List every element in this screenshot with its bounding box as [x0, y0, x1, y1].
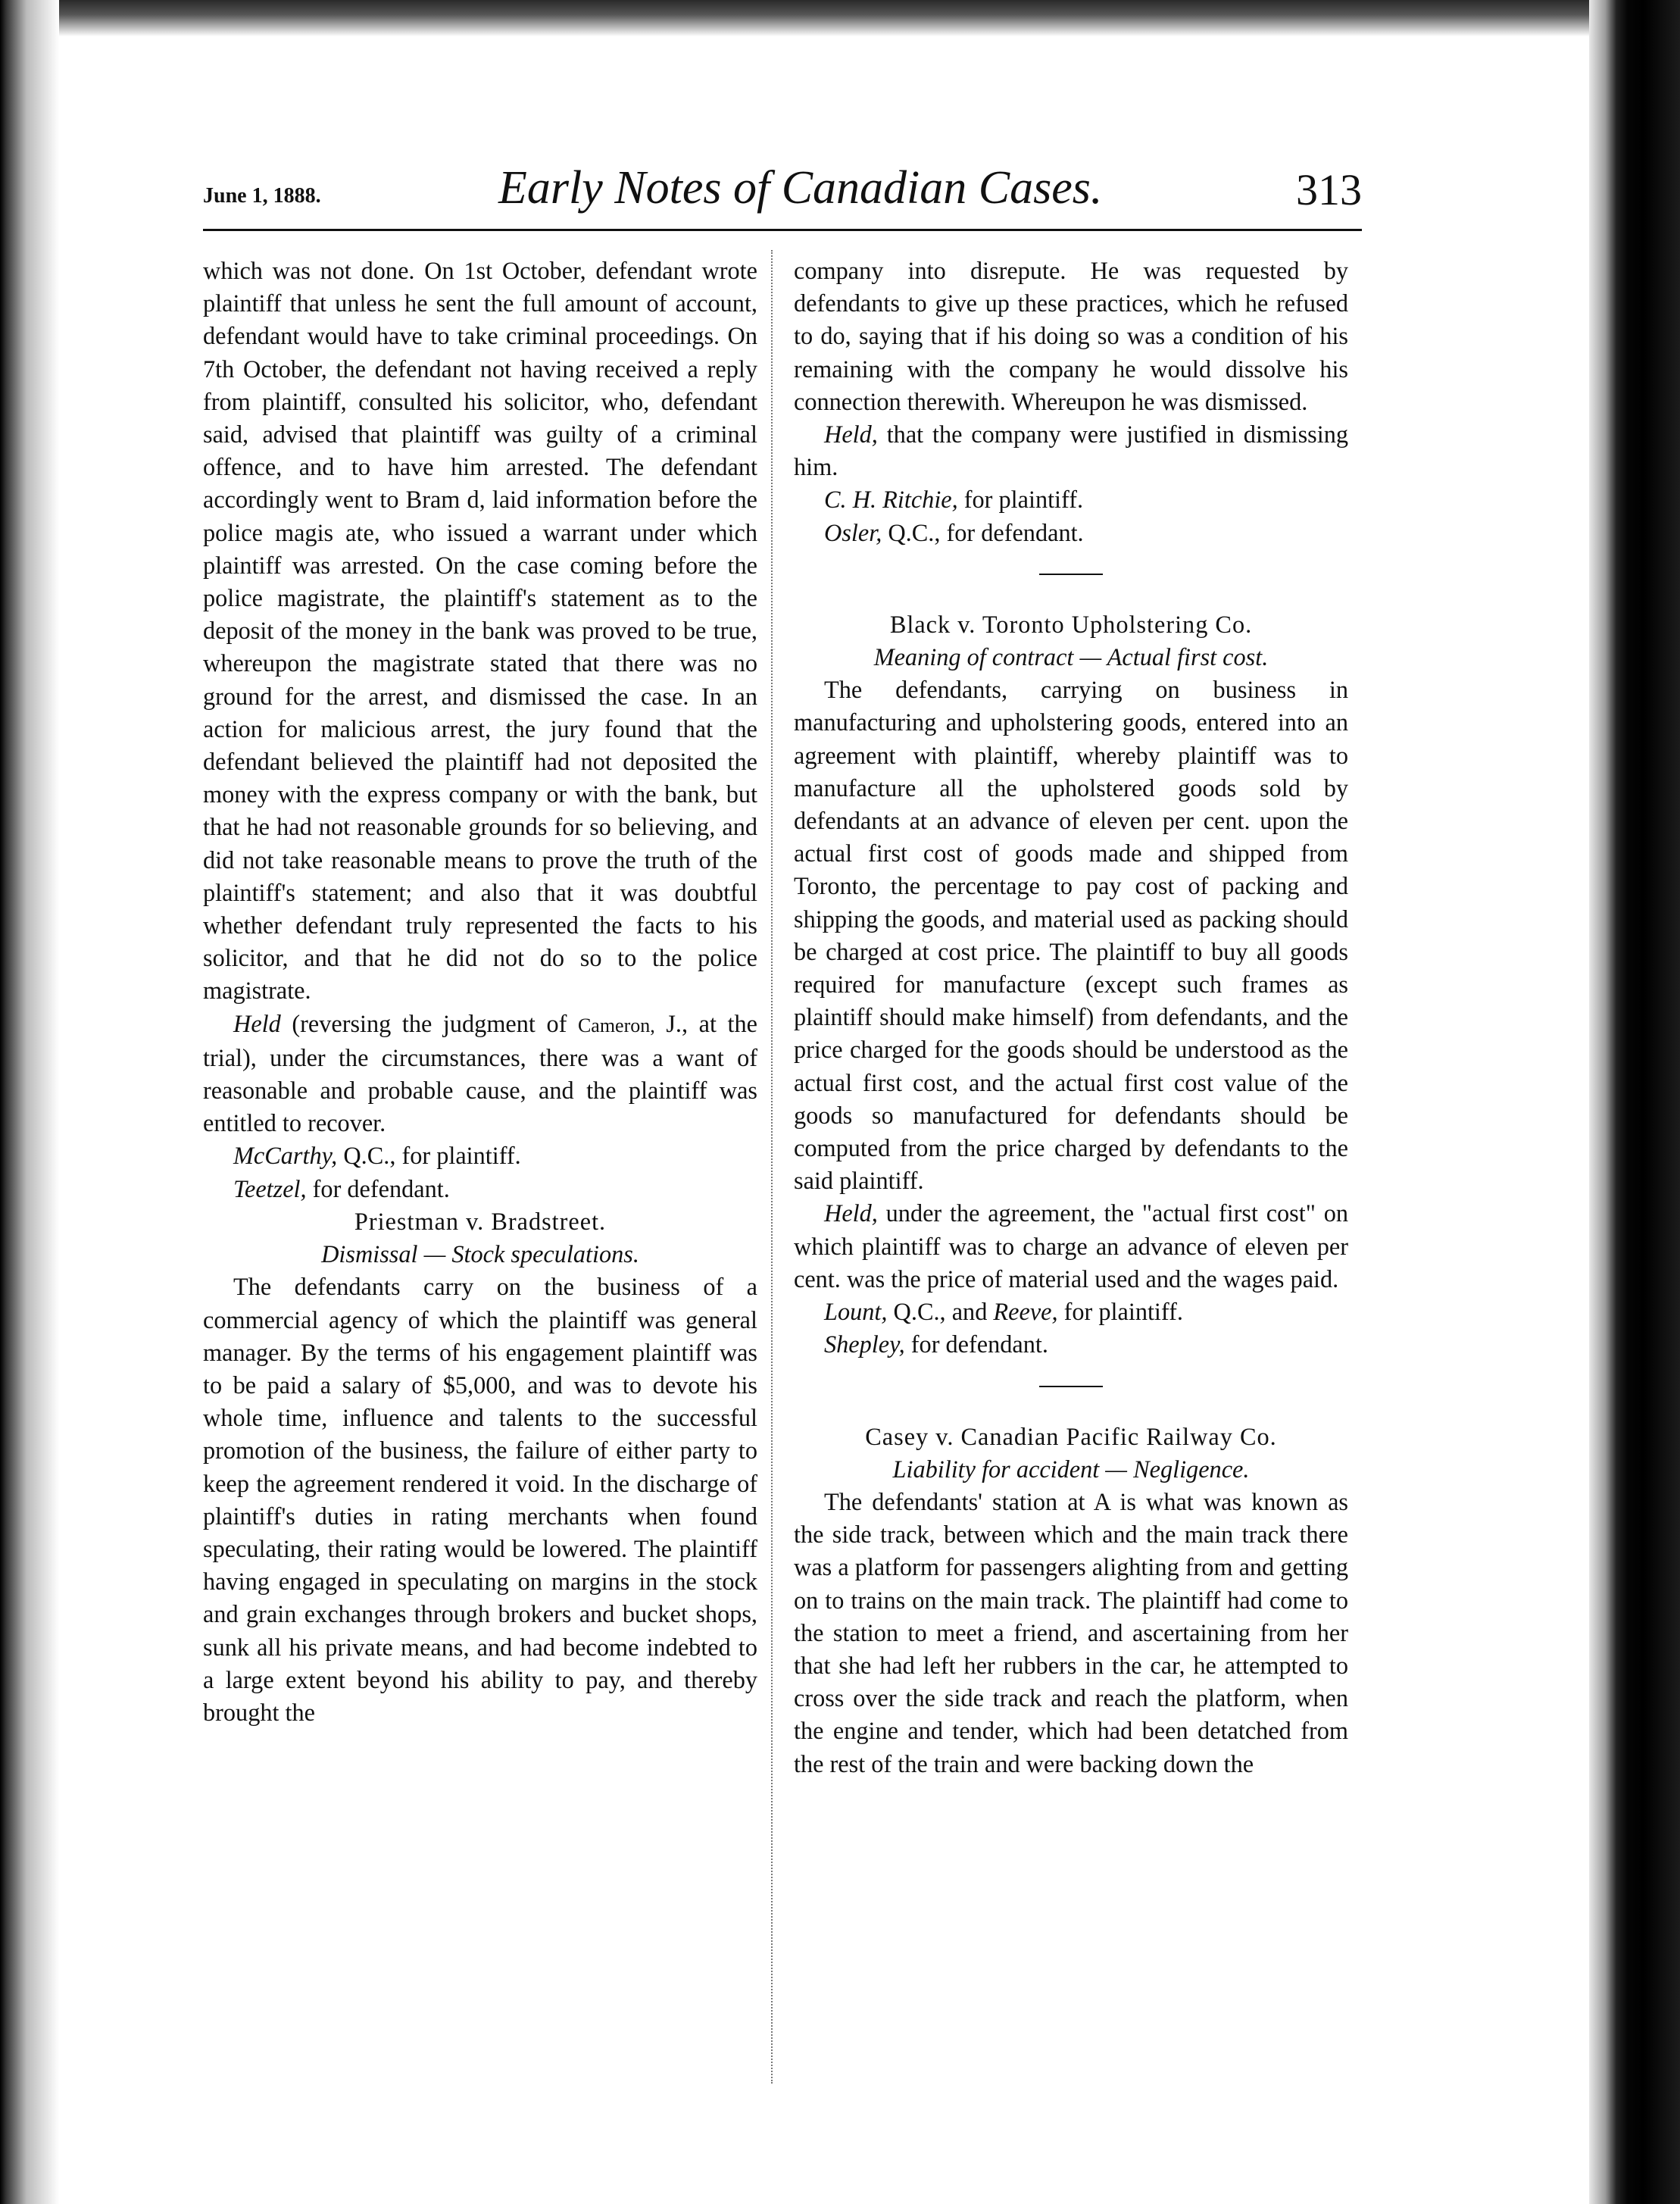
counsel-plaintiff-name: C. H. Ritchie,: [824, 486, 958, 514]
counsel-defendant-black: [794, 1328, 1348, 1361]
held-label: Held,: [824, 420, 878, 449]
scan-top-edge: [0, 0, 1589, 36]
running-title: Early Notes of Canadian Cases.: [498, 162, 1103, 214]
counsel-joiner: Q.C., and: [887, 1298, 994, 1326]
counsel-defendant: [203, 1173, 757, 1205]
counsel-defendant-role: Q.C., for defendant.: [882, 518, 1084, 546]
case-subhead-priestman: Dismissal — Stock speculations.: [321, 1240, 639, 1268]
right-column: [794, 255, 1348, 1780]
counsel-plaintiff-black: [794, 1296, 1348, 1328]
holding-paragraph: [794, 418, 1348, 483]
case-subhead-casey: Liability for accident — Negligence.: [892, 1455, 1250, 1483]
header-rule: [203, 229, 1362, 231]
counsel-name: Shepley,: [824, 1330, 905, 1358]
counsel-plaintiff: [203, 1140, 757, 1172]
column-divider: [771, 250, 773, 2084]
left-column: [203, 255, 757, 1729]
case-body-black: The defendants, carrying on business in manufacturing and upholstering goods, entered into an agreement with plaintiff, whereby plaintiff was to manufacture all the upholstered goods sold by defendants at an advance of eleven per cent. upon the actual first cost of goods made and shipped from Toronto, the percentage to pay cost of packing and shipping the goods, and material used as packing should be charged at cost price. The plaintiff to buy all goods required for manufacture (except such frames as plaintiff should make himself) from defendants, and the price charged for the goods should be understood as the actual first cost, and the actual first cost value of the goods so manufactured for defendants should be computed from the price charged by defendants to the said plaintiff.: [794, 676, 1348, 1195]
continued-paragraph: company into disrepute. He was requested by defendants to give up these practices, which he refused to do, saying that if his doing so was a condition of his remaining with the company he would dissolve his connection therewith. Whereupon he was dismissed.: [794, 257, 1348, 415]
case-body-casey: The defendants' station at A is what was known as the side track, between which and the main track there was a platform for passengers alighting from and getting on to trains on the main track. The plaintiff had come to the station to meet a friend, and ascertaining from her that she had left her rubbers in the car, he attempted to cross over the side track and reach the platform, when the engine and tender, which had been detatched from the rest of the train and were backing down the: [794, 1487, 1348, 1777]
counsel-name: Lount,: [824, 1298, 888, 1326]
counsel-role: for defendant.: [904, 1330, 1048, 1358]
case-subhead-black: Meaning of contract — Actual first cost.: [873, 643, 1269, 671]
holding-text: that the company were justified in dismissing him.: [794, 420, 1348, 481]
held-label: Held: [233, 1009, 281, 1037]
held-label: Held,: [824, 1199, 878, 1227]
holding-text-a: (reversing the judgment of: [280, 1009, 578, 1037]
case-caption-casey: Casey v. Canadian Pacific Railway Co.: [865, 1422, 1277, 1450]
counsel-plaintiff-role: for plaintiff.: [957, 486, 1084, 514]
section-rule: [1039, 1386, 1103, 1387]
holding-paragraph: [203, 1008, 757, 1140]
counsel-defendant-name: Osler,: [824, 518, 882, 546]
holding-paragraph-black: [794, 1197, 1348, 1296]
counsel-defendant: [794, 517, 1348, 549]
case-body-priestman: The defendants carry on the business of a commercial agency of which the plaintiff was general manager. By the terms of his engagement plaintiff was to be paid a salary of $5,000, and was to devote his whole time, influence and talents to the successful promotion of the business, the failure of either party to keep the agreement rendered it void. In the discharge of plaintiff's duties in rating merchants when found speculating, their rating would be lowered. The plaintiff having engaged in speculating on margins in the stock and grain exchanges through brokers and bucket shops, sunk all his private means, and had become indebted to a large extent beyond his ability to pay, and thereby brought the: [203, 1273, 757, 1726]
holding-text-b: J., at the trial), under the circumstances, there was a want of reasonable and probable cause, and the plaintiff was entitled to recover.: [203, 1009, 757, 1137]
counsel-plaintiff-role: Q.C., for plaintiff.: [337, 1142, 521, 1170]
counsel-plaintiff-name: McCarthy,: [233, 1142, 338, 1170]
counsel-plaintiff: [794, 483, 1348, 516]
case-caption-priestman: Priestman v. Bradstreet.: [354, 1207, 607, 1235]
scan-binding-edge: [1589, 0, 1680, 2204]
scan-left-edge: [0, 0, 59, 2204]
counsel-defendant-role: for defendant.: [306, 1174, 450, 1202]
counsel-name-2: Reeve,: [993, 1298, 1058, 1326]
counsel-role: for plaintiff.: [1057, 1298, 1183, 1326]
page-header: [203, 155, 1362, 224]
case-caption-black: Black v. Toronto Upholstering Co.: [889, 610, 1253, 638]
counsel-defendant-name: Teetzel,: [233, 1174, 307, 1202]
holding-text: under the agreement, the "actual first cost" on which plaintiff was to charge an advance of eleven per cent. was the price of material used and the wages paid.: [794, 1199, 1348, 1293]
page-number: 313: [1296, 165, 1362, 214]
section-rule: [1039, 574, 1103, 575]
header-date: June 1, 1888.: [203, 184, 321, 208]
judge-name: Cameron,: [577, 1014, 655, 1036]
continued-paragraph: which was not done. On 1st October, defendant wrote plaintiff that unless he sent the full amount of account, defendant would have to take criminal proceedings. On 7th October, the defendant not having received a reply from plaintiff, consulted his solicitor, who, defendant said, advised that plaintiff was guilty of a criminal offence, and to have him arrested. The defendant accordingly went to Bram d, laid information before the police magis ate, who issued a warrant under which plaintiff was arrested. On the case coming before the police magistrate, the plaintiff's statement as to the deposit of the money in the bank was proved to be true, whereupon the magistrate stated that there was no ground for the arrest, and dismissed the case. In an action for malicious arrest, the jury found that the defendant believed the plaintiff had not deposited the money with the express company or with the bank, but that he had not reasonable grounds for so believing, and did not take reasonable means to prove the truth of the plaintiff's statement; and also that it was doubtful whether defendant truly represented the facts to his solicitor, and that he did not do so to the police magistrate.: [203, 257, 757, 1005]
